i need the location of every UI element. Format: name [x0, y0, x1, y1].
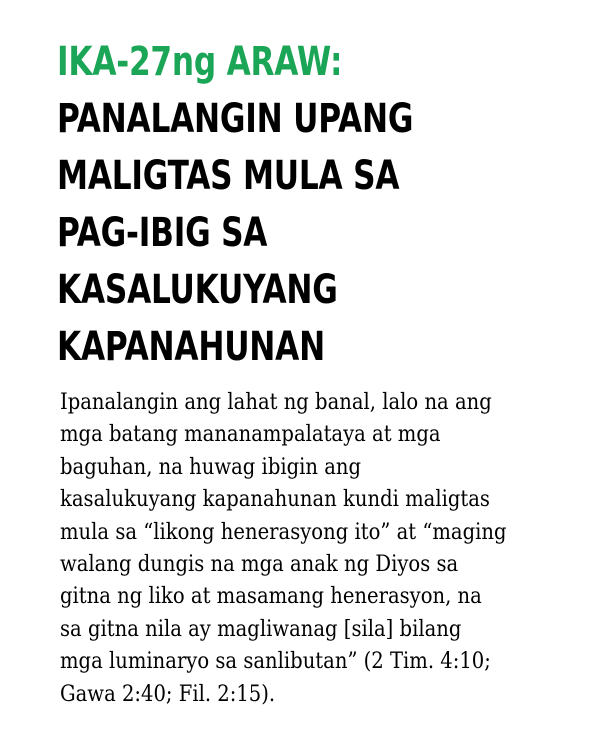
paragraph-line: mula sa “likong henerasyong ito” at “maging [60, 518, 507, 545]
paragraph-line: sa gitna nila ay magliwanag [sila] bilang [60, 615, 462, 642]
title-line: PANALANGIN UPANG [57, 96, 414, 142]
prayer-paragraph [60, 386, 507, 710]
day-label: IKA-27ng ARAW: [57, 39, 343, 85]
paragraph-line: Ipanalangin ang lahat ng banal, lalo na ang [60, 389, 492, 415]
paragraph-line: Gawa 2:40; Fil. 2:15). [60, 680, 276, 707]
title-line: KAPANAHUNAN [57, 324, 325, 370]
page-heading [57, 34, 463, 376]
paragraph-line: gitna ng liko at masamang henerasyon, na [60, 583, 482, 610]
paragraph-line: mga luminaryo sa sanlibutan” (2 Tim. 4:10; [60, 648, 491, 675]
title-line: PAG-IBIG SA [57, 210, 268, 256]
paragraph-line: walang dungis na mga anak ng Diyos sa [60, 551, 459, 578]
title-line: KASALUKUYANG [57, 267, 338, 313]
title-line: MALIGTAS MULA SA [57, 153, 400, 199]
paragraph-line: baguhan, na huwag ibigin ang [60, 453, 362, 480]
paragraph-line: kasalukuyang kapanahunan kundi maligtas [60, 486, 490, 513]
paragraph-line: mga batang mananampalataya at mga [60, 421, 441, 448]
